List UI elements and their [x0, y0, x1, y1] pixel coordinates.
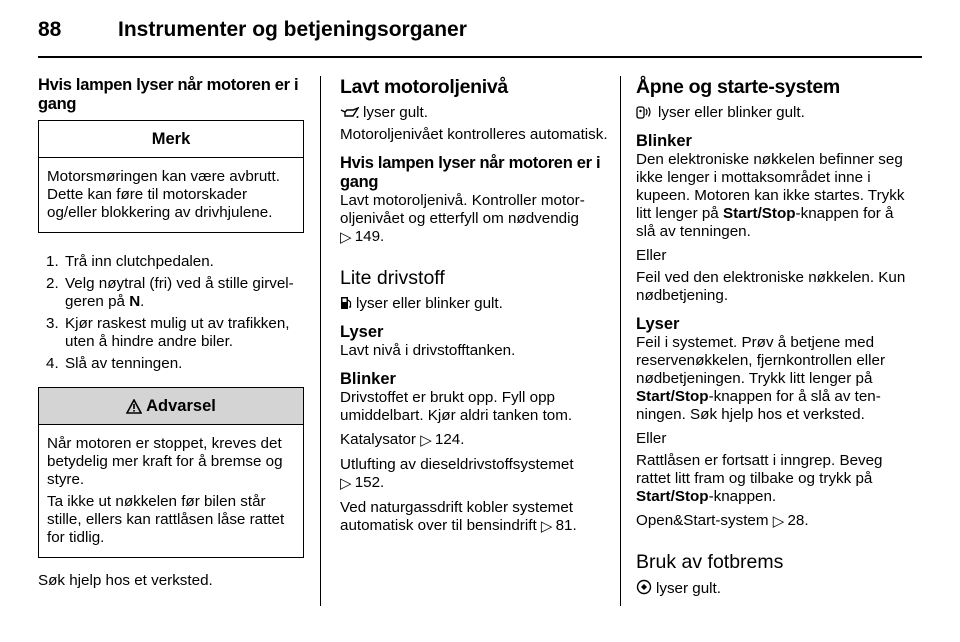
reference-arrow-icon: ▷ [420, 432, 432, 449]
sub-heading-lyser: Lyser [340, 323, 384, 341]
section-heading: Åpne og starte-system [636, 76, 840, 98]
list-item: 3. Kjør raskest mulig ut av trafikken, uten å hindre andre biler. [46, 315, 290, 350]
sub-heading: Hvis lampen lyser når motoren er i gang [340, 154, 601, 191]
key-status: lyser eller blinker gult. [658, 104, 805, 121]
section-heading: Hvis lampen lyser når motoren er i gang [38, 76, 299, 113]
column-1 [38, 76, 304, 590]
reference-arrow-icon: ▷ [540, 518, 553, 535]
sub-heading-lyser: Lyser [636, 315, 680, 333]
page-title: Instrumenter og betjeningsorganer [118, 18, 467, 41]
page-header [38, 16, 922, 56]
reference-arrow-icon: ▷ [772, 513, 785, 530]
reference-arrow-icon: ▷ [340, 475, 352, 492]
note-text: Motorsmøringen kan være avbrutt. Dette kan føre til motorskader og/eller blokkering av drivhjulene. [47, 168, 280, 221]
brake-pedal-icon [636, 579, 652, 595]
list-item: 4. Slå av tenningen. [46, 355, 183, 372]
list-item: 2. Velg nøytral (fri) ved å stille girvelgeren på N. [46, 275, 294, 310]
warning-triangle-icon [126, 399, 142, 414]
fuel-status: lyser eller blinker gult. [356, 295, 503, 312]
fuel-pump-icon [340, 296, 352, 310]
key-signal-icon [636, 105, 654, 119]
warning-text-2: Ta ikke ut nøkkelen før bilen står stille, ellers kan rattlåsen låse rattet for tidlig. [47, 493, 285, 546]
list-item: 1. Trå inn clutchpedalen. [46, 253, 214, 270]
column-divider-2 [620, 76, 621, 606]
column-divider-1 [320, 76, 321, 606]
footer-text: Søk hjelp hos et verksted. [38, 572, 213, 589]
oil-text: Motoroljenivået kontrolleres automatisk. [340, 126, 608, 143]
page-number: 88 [38, 18, 62, 41]
note-box [38, 120, 304, 233]
section-heading: Lavt motoroljenivå [340, 76, 508, 98]
column-2: Lavt motoroljenivå lyser gult. Motoroljenivået kontrolleres automatisk. Hvis lampen lyser når motoren er i gang Lavt motoroljenivå. Kontroller motoroljenivået og etterfyll om nødvendig ▷ 149. Lite drivstoff lyser eller blinker gult. Lyser Lavt nivå i drivstofftanken. Blinker Drivstoffet er brukt opp. Fyll opp umiddelbart. Kjør aldri tanken tom. Katalysator ▷ 124. Utlufting av dieseldrivstoffsystemet ▷ 152. Ved naturgassdrift kobler systemet automatisk over til bensindrift ▷ 81. [340, 76, 608, 535]
reference-arrow-icon: ▷ [340, 229, 352, 246]
section-heading: Bruk av fotbrems [636, 551, 784, 573]
header-rule [38, 56, 922, 58]
section-heading: Lite drivstoff [340, 267, 445, 289]
warning-text-1: Når motoren er stoppet, kreves det betydelig mer kraft for å bremse og styre. [47, 435, 283, 488]
column-3: Åpne og starte-system lyser eller blinker gult. Blinker Den elektroniske nøkkelen befinner seg ikke lenger i mottaksområdet inne i kupeen. Motoren kan ikke startes. Trykk litt lenger på Start/Stop-knappen for å slå av tenningen. Eller Feil ved den elektroniske nøkkelen. Kun nødbetjening. Lyser Feil i systemet. Prøv å betjene med reservenøkkelen, fjernkontrollen eller nødbetjeningen. Trykk litt lenger på Start/Stop-knappen for å slå av tenningen. Søk hjelp hos et verksted. Eller Rattlåsen er fortsatt i inngrep. Beveg rattet litt fram og tilbake og trykk på Start/Stop-knappen. Open&Start-system ▷ 28. Bruk av fotbrems lyser gult. [636, 76, 906, 597]
sub-heading-blinker: Blinker [340, 370, 396, 388]
oil-can-icon [340, 107, 359, 119]
sub-heading-blinker: Blinker [636, 132, 692, 150]
brake-status: lyser gult. [656, 580, 721, 597]
oil-status: lyser gult. [363, 104, 428, 121]
warning-box [38, 387, 304, 558]
note-title: Merk [39, 121, 303, 158]
steps-list [38, 253, 304, 373]
warning-title: Advarsel [39, 388, 303, 425]
